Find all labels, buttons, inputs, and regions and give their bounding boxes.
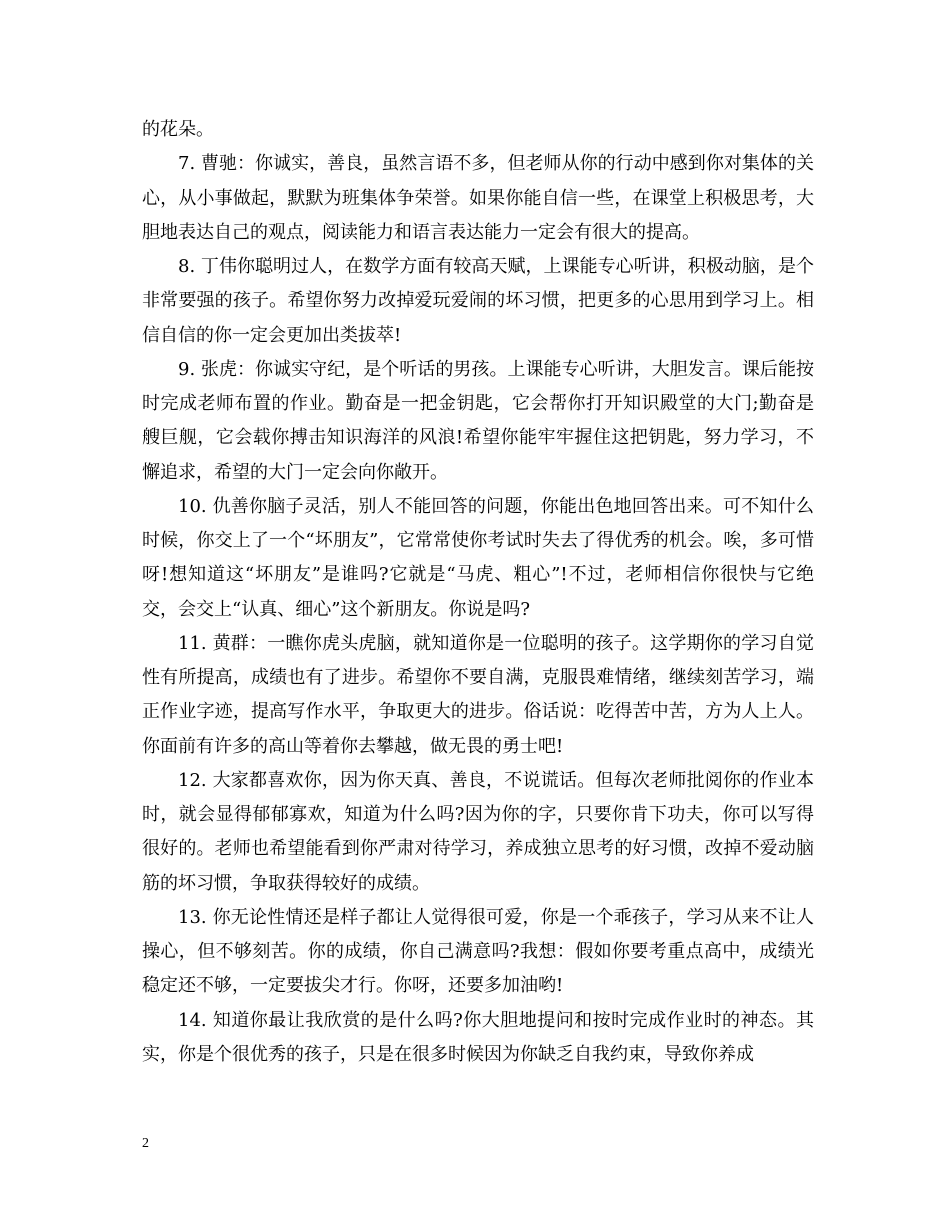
comment-item-8: 8. 丁伟你聪明过人，在数学方面有较高天赋，上课能专心听讲，积极动脑，是个非常要强的孩子。希望你努力改掉爱玩爱闹的坏习惯，把更多的心思用到学习上。相信自信的你一定会更加出类拔萃!	[142, 256, 814, 346]
comment-item-9: 9. 张虎：你诚实守纪，是个听话的男孩。上课能专心听讲，大胆发言。课后能按时完成老师布置的作业。勤奋是一把金钥匙，它会帮你打开知识殿堂的大门;勤奋是艘巨舰，它会载你搏击知识海洋的风浪!希望你能牢牢握住这把钥匙，努力学习，不懈追求，希望的大门一定会向你敞开。	[142, 358, 814, 483]
document-body	[142, 113, 814, 1072]
page-number: 2	[142, 1136, 149, 1151]
comment-item-11: 11. 黄群：一瞧你虎头虎脑，就知道你是一位聪明的孩子。这学期你的学习自觉性有所提高，成绩也有了进步。希望你不要自满，克服畏难情绪，继续刻苦学习，端正作业字迹，提高写作水平，争取更大的进步。俗话说：吃得苦中苦，方为人上人。你面前有许多的高山等着你去攀越，做无畏的勇士吧!	[142, 632, 814, 757]
comment-item-10: 10. 仇善你脑子灵活，别人不能回答的问题，你能出色地回答出来。可不知什么时候，你交上了一个“坏朋友”，它常常使你考试时失去了得优秀的机会。唉，多可惜呀!想知道这“坏朋友”是谁吗?它就是“马虎、粗心”!不过，老师相信你很快与它绝交，会交上“认真、细心”这个新朋友。你说是吗?	[142, 495, 814, 620]
comment-item-7: 7. 曹驰：你诚实，善良，虽然言语不多，但老师从你的行动中感到你对集体的关心，从小事做起，默默为班集体争荣誉。如果你能自信一些，在课堂上积极思考，大胆地表达自己的观点，阅读能力和语言表达能力一定会有很大的提高。	[142, 153, 814, 243]
comment-item-12: 12. 大家都喜欢你，因为你天真、善良，不说谎话。但每次老师批阅你的作业本时，就会显得郁郁寡欢，知道为什么吗?因为你的字，只要你肯下功夫，你可以写得很好的。老师也希望能看到你严肃对待学习，养成独立思考的好习惯，改掉不爱动脑筋的坏习惯，争取获得较好的成绩。	[142, 769, 814, 894]
comment-item-14: 14. 知道你最让我欣赏的是什么吗?你大胆地提问和按时完成作业时的神态。其实，你是个很优秀的孩子，只是在很多时候因为你缺乏自我约束，导致你养成	[142, 1009, 814, 1065]
continuation-paragraph: 的花朵。	[142, 119, 214, 140]
comment-item-13: 13. 你无论性情还是样子都让人觉得很可爱，你是一个乖孩子，学习从来不让人操心，但不够刻苦。你的成绩，你自己满意吗?我想：假如你要考重点高中，成绩光稳定还不够，一定要拔尖才行。你呀，还要多加油哟!	[142, 906, 814, 997]
